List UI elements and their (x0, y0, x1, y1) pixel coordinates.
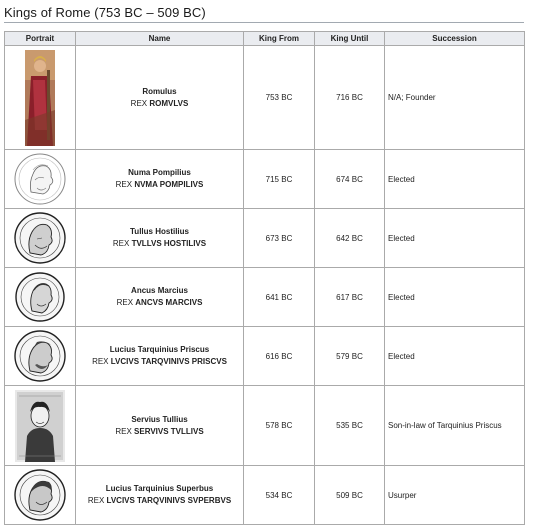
king-from-cell[interactable]: 753 BC (244, 46, 315, 150)
header-portrait[interactable]: Portrait (5, 32, 76, 46)
latin-title (79, 238, 240, 250)
rex-label: REX (116, 298, 134, 307)
king-name[interactable]: Lucius Tarquinius Superbus (105, 484, 214, 493)
table-row (5, 46, 525, 150)
coin-portrait-icon[interactable] (13, 211, 67, 265)
table-header-row (5, 32, 525, 46)
succession-cell[interactable]: Elected (385, 150, 525, 209)
latin-name: SERVIVS TVLLIVS (134, 426, 204, 436)
king-until-cell[interactable]: 509 BC (315, 466, 385, 525)
header-king-until[interactable]: King Until (315, 32, 385, 46)
table-row (5, 386, 525, 466)
portrait-cell (5, 150, 76, 209)
king-until-cell[interactable]: 617 BC (315, 268, 385, 327)
latin-name: ANCVS MARCIVS (135, 298, 203, 307)
king-name[interactable]: Ancus Marcius (131, 286, 188, 295)
king-from-cell[interactable]: 641 BC (244, 268, 315, 327)
engraving-portrait-icon[interactable] (15, 390, 65, 462)
latin-title (79, 98, 240, 110)
latin-name: LVCIVS TARQVINIVS SVPERBVS (106, 496, 232, 505)
header-succession[interactable]: Succession (385, 32, 525, 46)
kings-table (4, 31, 525, 525)
king-from-cell[interactable]: 534 BC (244, 466, 315, 525)
portrait-cell (5, 268, 76, 327)
latin-title (79, 426, 240, 438)
name-cell (76, 386, 244, 466)
latin-name: ROMVLVS (149, 98, 189, 108)
latin-name: LVCIVS TARQVINIVS PRISCVS (110, 357, 227, 366)
king-name[interactable]: Lucius Tarquinius Priscus (109, 345, 210, 354)
latin-name: TVLLVS HOSTILIVS (131, 239, 207, 248)
king-from-cell[interactable]: 715 BC (244, 150, 315, 209)
rex-label: REX (115, 426, 132, 436)
rex-label: REX (92, 357, 109, 366)
name-cell (76, 150, 244, 209)
succession-cell[interactable]: N/A; Founder (385, 46, 525, 150)
latin-title (79, 297, 240, 309)
king-until-cell[interactable]: 535 BC (315, 386, 385, 466)
name-cell (76, 466, 244, 525)
king-from-cell[interactable]: 673 BC (244, 209, 315, 268)
succession-cell[interactable]: Elected (385, 327, 525, 386)
table-row (5, 209, 525, 268)
table-row (5, 327, 525, 386)
title-divider (4, 22, 524, 23)
king-until-cell[interactable]: 579 BC (315, 327, 385, 386)
rex-label: REX (87, 496, 105, 505)
table-row (5, 268, 525, 327)
coin-portrait-icon[interactable] (13, 468, 67, 522)
name-cell (76, 327, 244, 386)
rex-label: REX (130, 98, 148, 108)
table-row (5, 150, 525, 209)
portrait-cell (5, 466, 76, 525)
king-name[interactable]: Numa Pompilius (128, 168, 191, 177)
king-until-cell[interactable]: 716 BC (315, 46, 385, 150)
latin-title (79, 495, 240, 507)
name-cell (76, 209, 244, 268)
king-name[interactable]: Servius Tullius (131, 414, 188, 424)
king-from-cell[interactable]: 616 BC (244, 327, 315, 386)
king-name[interactable]: Romulus (142, 86, 177, 96)
portrait-cell (5, 209, 76, 268)
name-cell (76, 46, 244, 150)
rex-label: REX (115, 180, 133, 189)
latin-title (79, 356, 240, 368)
coin-portrait-icon[interactable] (13, 329, 67, 383)
king-from-cell[interactable]: 578 BC (244, 386, 315, 466)
portrait-cell (5, 386, 76, 466)
portrait-cell (5, 46, 76, 150)
portrait-cell (5, 327, 76, 386)
latin-title (79, 179, 240, 191)
king-until-cell[interactable]: 674 BC (315, 150, 385, 209)
name-cell (76, 268, 244, 327)
header-king-from[interactable]: King From (244, 32, 315, 46)
succession-cell[interactable]: Son-in-law of Tarquinius Priscus (385, 386, 525, 466)
coin-sketch-icon[interactable] (13, 152, 67, 206)
page-title: Kings of Rome (753 BC – 509 BC) (4, 5, 206, 20)
painted-portrait-icon[interactable] (25, 50, 55, 146)
table-row (5, 466, 525, 525)
header-name[interactable]: Name (76, 32, 244, 46)
king-until-cell[interactable]: 642 BC (315, 209, 385, 268)
succession-cell[interactable]: Elected (385, 268, 525, 327)
succession-cell[interactable]: Usurper (385, 466, 525, 525)
latin-name: NVMA POMPILIVS (134, 180, 204, 189)
succession-cell[interactable]: Elected (385, 209, 525, 268)
rex-label: REX (112, 239, 130, 248)
coin-portrait-icon[interactable] (14, 271, 66, 323)
king-name[interactable]: Tullus Hostilius (130, 227, 189, 236)
